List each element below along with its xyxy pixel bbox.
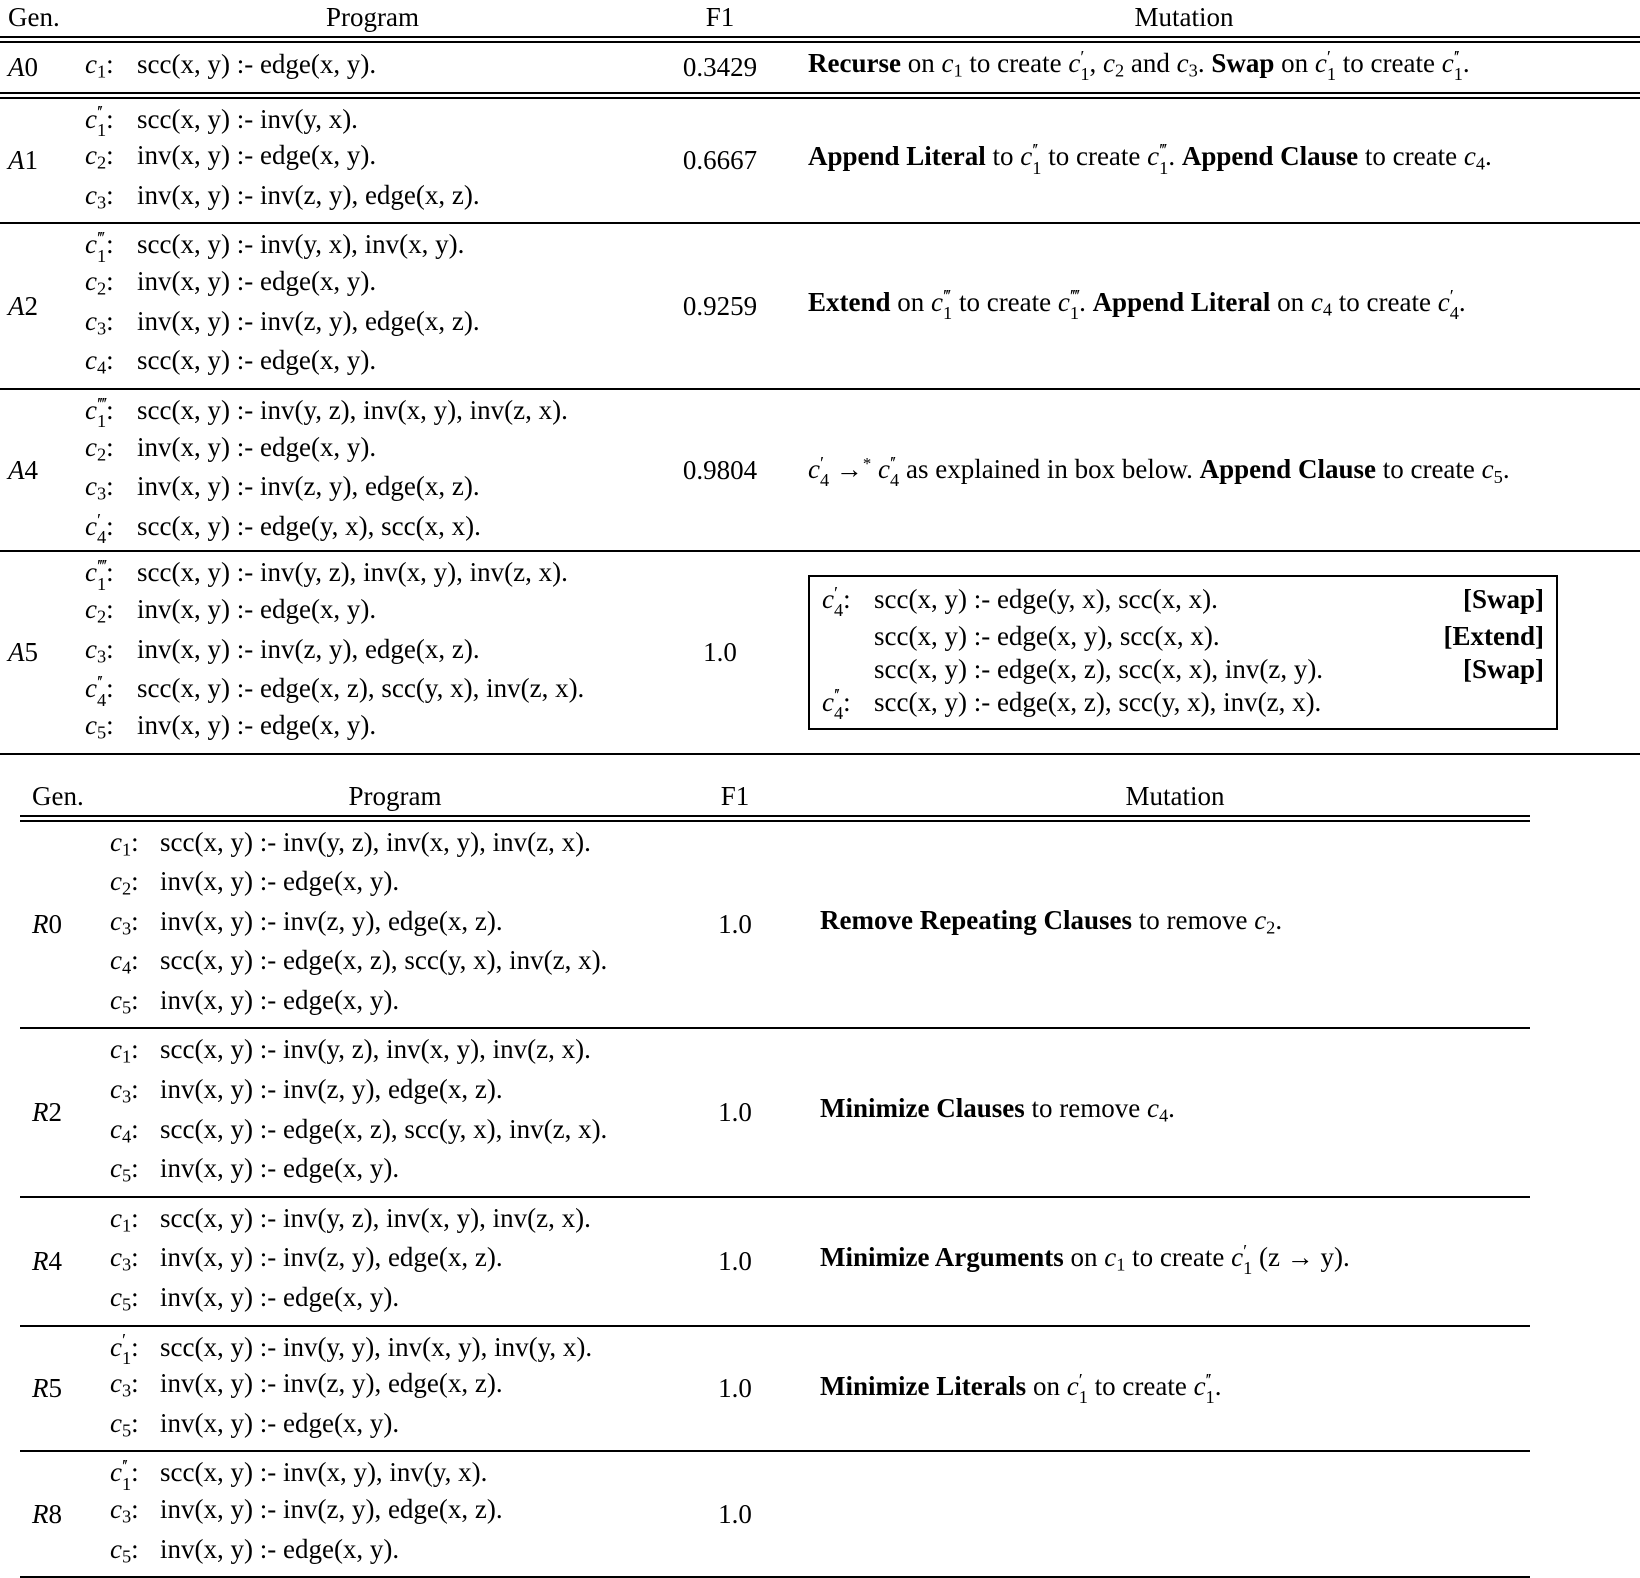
mutation-cell	[790, 1241, 1530, 1282]
f1-score: 1.0	[718, 1097, 752, 1128]
clause-code: inv(x, y) :- edge(x, y).	[160, 866, 400, 897]
clause-line	[110, 1367, 680, 1407]
program-cell	[110, 1456, 680, 1572]
clause-code: inv(x, y) :- edge(x, y).	[160, 1281, 400, 1312]
generation-label: A1	[8, 145, 38, 175]
generation-label: A2	[8, 290, 38, 321]
double-rule	[20, 815, 1530, 822]
col-header-f1: F1	[705, 2, 735, 32]
program-cell	[110, 826, 680, 1024]
clause-code: scc(x, y) :- edge(x, y), scc(x, x).	[874, 620, 1220, 651]
clause-label: c ′ 1 :	[110, 1330, 139, 1368]
table-body	[0, 43, 1640, 755]
clause-line	[110, 905, 680, 945]
clause-line	[110, 826, 680, 866]
f1-score: 1.0	[718, 1498, 752, 1529]
mutation-cell	[790, 1370, 1530, 1407]
mutation-text: Remove Repeating Clauses to remove $c_2$.	[820, 905, 1283, 938]
program-cell	[85, 103, 660, 219]
clause-label: $c_2$:	[110, 866, 139, 899]
clause-line	[110, 1456, 680, 1493]
table-row	[0, 552, 1640, 752]
clause-line	[110, 1202, 680, 1242]
table-row	[20, 1029, 1530, 1195]
clause-label: $c_3$:	[110, 905, 139, 939]
clause-label: c ′ 4 :	[85, 509, 114, 548]
clause-label	[822, 620, 874, 653]
clause-line	[85, 470, 660, 510]
clause-line	[85, 709, 660, 749]
f1-score: 0.3429	[682, 51, 758, 82]
clause-code: inv(x, y) :- edge(x, y).	[137, 266, 377, 297]
clause-code: inv(x, y) :- inv(z, y), edge(x, z).	[137, 471, 480, 502]
clause-label: $c_5$:	[85, 710, 114, 743]
clause-code: inv(x, y) :- edge(x, y).	[160, 1407, 400, 1438]
mutation-text: Append Literal to c ′′ 1 to create c ′′′ 1 . Append Clause to create $c_4$.	[808, 140, 1492, 178]
clause-line	[110, 1407, 680, 1447]
mutation-cell	[780, 47, 1640, 88]
mutation-derivation-box	[808, 575, 1558, 730]
clause-label: c ′ 4 :	[822, 582, 851, 621]
double-rule	[0, 36, 1640, 43]
clause-line	[85, 394, 660, 431]
clause-label: $c_3$:	[85, 633, 114, 667]
clause-label: $c_1$:	[110, 826, 139, 860]
clause-label: $c_3$:	[110, 1242, 139, 1275]
clause-label: $c_3$:	[85, 471, 114, 504]
clause-line	[110, 1152, 680, 1192]
clause-label: c ′′ 4 :	[822, 685, 851, 723]
clause-code: scc(x, y) :- inv(y, x), inv(x, y).	[137, 229, 465, 260]
clause-label: $c_2$:	[85, 594, 114, 627]
clause-label: $c_2$:	[85, 140, 114, 173]
clause-code: scc(x, y) :- edge(x, y).	[137, 345, 377, 376]
clause-label: $c_3$:	[110, 1074, 139, 1107]
clause-code: inv(x, y) :- inv(z, y), edge(x, z).	[137, 633, 480, 664]
clause-line	[85, 139, 660, 179]
mutation-text: Minimize Arguments on $c_1$ to create c ′ 1 (z → y).	[820, 1240, 1350, 1279]
mutation-text: Recurse on $c_1$ to create c ′ 1 , $c_2$ and $c_3$. Swap on c ′ 1 to create c ′′ 1 .	[808, 46, 1470, 85]
mutation-step-tag: [Extend]	[1443, 620, 1544, 651]
generation-label: R0	[32, 909, 62, 940]
col-header-gen: Gen.	[32, 780, 84, 811]
clause-line	[110, 865, 680, 905]
clause-code: scc(x, y) :- edge(x, z), scc(y, x), inv(z, x).	[160, 945, 608, 976]
mutation-cell	[780, 575, 1640, 730]
clause-label: $c_3$:	[85, 305, 114, 339]
clause-code: scc(x, y) :- inv(y, z), inv(x, y), inv(z, x).	[160, 1202, 591, 1233]
clause-code: scc(x, y) :- edge(x, z), scc(y, x), inv(z, x).	[874, 686, 1322, 717]
f1-score: 0.9804	[682, 454, 758, 485]
table-row	[0, 390, 1640, 551]
col-header-program: Program	[348, 780, 442, 811]
mutation-derivation-line	[822, 620, 1544, 653]
clause-code: inv(x, y) :- inv(z, y), edge(x, z).	[137, 179, 480, 210]
clause-line	[85, 344, 660, 384]
clause-code: scc(x, y) :- inv(y, z), inv(x, y), inv(z, x).	[160, 1034, 591, 1065]
col-header-f1: F1	[720, 780, 750, 811]
clause-label: c ′′′′ 1 :	[85, 556, 114, 594]
generation-label: A0	[8, 51, 38, 82]
col-header-mutation: Mutation	[1134, 2, 1234, 32]
clause-code: inv(x, y) :- edge(x, y).	[137, 594, 377, 625]
mutation-derivation-line	[822, 653, 1544, 686]
mutation-derivation-line	[822, 583, 1544, 620]
clause-line	[85, 672, 660, 709]
mutation-cell	[780, 447, 1640, 494]
clause-code: scc(x, y) :- inv(y, y), inv(x, y), inv(y, x).	[160, 1331, 593, 1362]
clause-label: c ′′′ 1 :	[85, 228, 114, 266]
clause-code: scc(x, y) :- inv(y, z), inv(x, y), inv(z, x).	[137, 394, 568, 425]
table-additive-generations	[0, 2, 1640, 755]
table-row	[20, 1452, 1530, 1576]
clause-label: c ′′′′ 1 :	[85, 393, 114, 432]
mutation-step-tag: [Swap]	[1462, 583, 1544, 614]
clause-label: $c_1$:	[110, 1202, 139, 1236]
clause-label: $c_3$:	[110, 1494, 139, 1527]
clause-line	[85, 305, 660, 345]
mutation-cell	[780, 140, 1640, 181]
f1-score: 1.0	[718, 1372, 752, 1403]
table-row	[20, 1327, 1530, 1451]
table-row	[0, 224, 1640, 387]
col-header-gen: Gen.	[8, 2, 60, 32]
f1-score: 1.0	[718, 909, 752, 940]
clause-code: inv(x, y) :- edge(x, y).	[160, 1153, 400, 1184]
clause-code: scc(x, y) :- edge(x, y).	[137, 48, 377, 79]
f1-score: 1.0	[703, 637, 737, 667]
mutation-cell	[790, 1092, 1530, 1133]
clause-line	[85, 265, 660, 305]
clause-code: inv(x, y) :- edge(x, y).	[137, 140, 377, 171]
clause-code: inv(x, y) :- edge(x, y).	[160, 984, 400, 1015]
clause-line	[110, 1073, 680, 1113]
clause-code: scc(x, y) :- inv(y, z), inv(x, y), inv(z, x).	[137, 557, 568, 588]
clause-code: inv(x, y) :- inv(z, y), edge(x, z).	[160, 1074, 503, 1105]
clause-line	[85, 593, 660, 633]
mutation-text: c ′ 4 →* c ′′ 4 as explained in box below. Append Clause to create $c_5$.	[808, 452, 1510, 491]
program-cell	[85, 228, 660, 383]
clause-code: scc(x, y) :- edge(x, z), scc(y, x), inv(z, x).	[137, 673, 585, 704]
clause-line	[110, 1331, 680, 1368]
clause-code: scc(x, y) :- inv(x, y), inv(y, x).	[160, 1457, 488, 1488]
clause-code: scc(x, y) :- inv(y, z), inv(x, y), inv(z, x).	[160, 826, 591, 857]
generation-label: R2	[32, 1097, 62, 1128]
clause-code: inv(x, y) :- inv(z, y), edge(x, z).	[160, 905, 503, 936]
clause-line	[110, 1241, 680, 1281]
clause-code: inv(x, y) :- inv(z, y), edge(x, z).	[137, 305, 480, 336]
clause-line	[110, 944, 680, 984]
mutation-text: Minimize Clauses to remove $c_4$.	[820, 1093, 1175, 1126]
clause-label: $c_3$:	[85, 179, 114, 213]
clause-line	[85, 431, 660, 471]
clause-label: c ′′ 4 :	[85, 672, 114, 710]
clause-label: $c_3$:	[110, 1368, 139, 1401]
clause-line	[85, 48, 660, 88]
clause-code: scc(x, y) :- edge(y, x), scc(x, x).	[137, 510, 481, 541]
clause-label: $c_1$:	[110, 1034, 139, 1068]
mutation-step-tag: [Swap]	[1462, 653, 1544, 684]
clause-line	[110, 1033, 680, 1073]
generation-label: A5	[8, 637, 38, 667]
clause-label: $c_5$:	[110, 984, 139, 1018]
col-header-program: Program	[326, 2, 419, 32]
program-cell	[110, 1331, 680, 1447]
clause-code: inv(x, y) :- edge(x, y).	[137, 710, 377, 740]
clause-code: scc(x, y) :- edge(y, x), scc(x, x).	[874, 583, 1218, 614]
table-header-row	[20, 781, 1530, 815]
mutation-step-tag	[1534, 686, 1544, 723]
mutation-cell	[790, 904, 1530, 945]
clause-line	[110, 1113, 680, 1153]
clause-code: inv(x, y) :- inv(z, y), edge(x, z).	[160, 1242, 503, 1273]
clause-label: $c_5$:	[110, 1281, 139, 1315]
mutation-derivation-line	[822, 686, 1544, 723]
clause-line	[85, 633, 660, 673]
mutation-text: Extend on c ′′′ 1 to create c ′′′′ 1 . Append Literal on $c_4$ to create c ′ 4 .	[808, 285, 1466, 324]
table-body	[20, 822, 1530, 1578]
clause-code: inv(x, y) :- inv(z, y), edge(x, z).	[160, 1494, 503, 1525]
f1-score: 0.6667	[682, 145, 758, 175]
clause-line	[110, 1493, 680, 1533]
mutation-cell	[780, 286, 1640, 327]
paper-page	[0, 2, 1640, 1578]
program-cell	[85, 556, 660, 748]
table-reductive-generations	[20, 781, 1530, 1578]
clause-label: $c_2$:	[85, 266, 114, 299]
f1-score: 1.0	[718, 1245, 752, 1276]
clause-label: $c_4$:	[110, 1113, 139, 1147]
program-cell	[110, 1033, 680, 1191]
generation-label: R8	[32, 1498, 62, 1529]
clause-label: $c_4$:	[110, 945, 139, 978]
generation-label: R4	[32, 1245, 62, 1276]
clause-line	[85, 179, 660, 219]
clause-line	[110, 1281, 680, 1321]
table-row	[20, 822, 1530, 1028]
single-rule	[0, 753, 1640, 755]
program-cell	[85, 394, 660, 547]
clause-label: c ′′ 1 :	[110, 1456, 139, 1494]
table-row	[0, 43, 1640, 92]
clause-code: scc(x, y) :- inv(y, x).	[137, 103, 358, 134]
generation-label: R5	[32, 1372, 62, 1403]
clause-label: $c_4$:	[85, 345, 114, 378]
clause-code: inv(x, y) :- edge(x, y).	[160, 1533, 400, 1564]
clause-label: $c_5$:	[110, 1407, 139, 1441]
clause-code: scc(x, y) :- edge(x, z), scc(y, x), inv(z, x).	[160, 1113, 608, 1144]
clause-label: $c_2$:	[85, 431, 114, 465]
clause-line	[85, 103, 660, 140]
clause-line	[110, 1533, 680, 1573]
table-row	[0, 99, 1640, 223]
clause-code: inv(x, y) :- inv(z, y), edge(x, z).	[160, 1368, 503, 1399]
clause-label: $c_5$:	[110, 1533, 139, 1567]
clause-line	[85, 228, 660, 265]
clause-line	[85, 510, 660, 547]
table-row	[20, 1198, 1530, 1325]
clause-label: $c_5$:	[110, 1153, 139, 1186]
col-header-mutation: Mutation	[1125, 780, 1225, 811]
generation-label: A4	[8, 454, 38, 485]
clause-line	[85, 556, 660, 593]
program-cell	[110, 1202, 680, 1321]
clause-label	[822, 653, 874, 686]
clause-label: c ′′ 1 :	[85, 102, 114, 140]
clause-label: $c_1$:	[85, 48, 114, 82]
clause-code: scc(x, y) :- edge(x, z), scc(x, x), inv(z, y).	[874, 653, 1324, 684]
clause-code: inv(x, y) :- edge(x, y).	[137, 431, 377, 462]
program-cell	[85, 48, 660, 88]
clause-line	[110, 984, 680, 1024]
f1-score: 0.9259	[682, 290, 758, 321]
mutation-text: Minimize Literals on c ′ 1 to create c ′′ 1 .	[820, 1370, 1222, 1408]
table-header-row	[0, 2, 1640, 36]
double-rule	[0, 92, 1640, 99]
